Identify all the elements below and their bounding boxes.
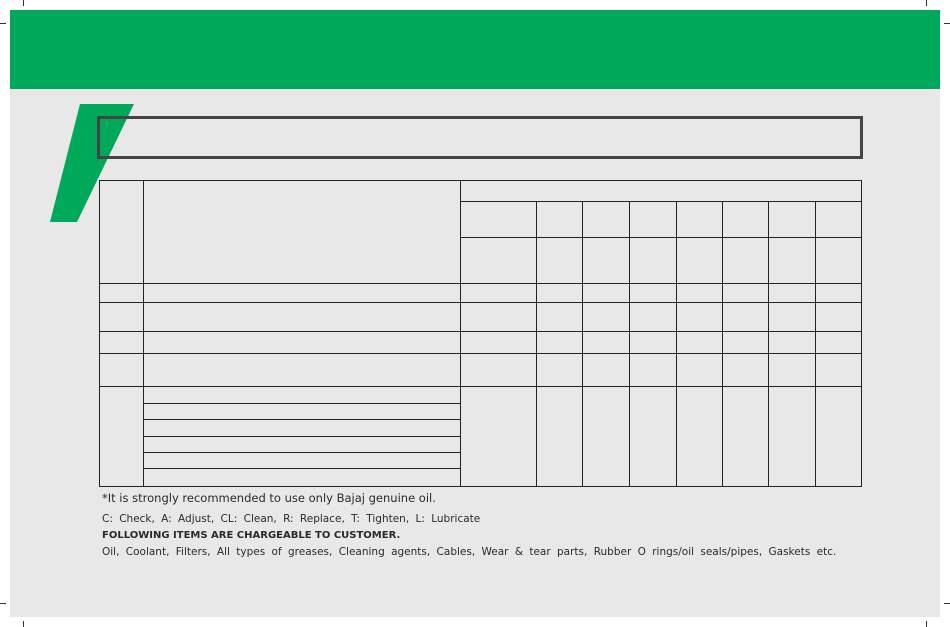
nested-row-divider: [143, 403, 460, 404]
crop-mark: [0, 603, 6, 604]
table-border-bottom: [99, 486, 862, 487]
sub-column-divider: [768, 201, 769, 486]
row-divider: [99, 331, 861, 332]
nested-row-divider: [143, 452, 460, 453]
sub-column-divider: [676, 201, 677, 486]
crop-mark: [23, 621, 24, 627]
crop-mark: [944, 603, 950, 604]
title-box: [97, 116, 863, 159]
table-border-right: [861, 180, 862, 486]
header-band: [10, 10, 940, 89]
crop-mark: [944, 23, 950, 24]
sub-column-divider: [536, 201, 537, 486]
nested-row-divider: [143, 468, 460, 469]
crop-mark: [926, 0, 927, 6]
sub-column-divider: [582, 201, 583, 486]
page-background: [10, 10, 940, 617]
crop-mark: [926, 621, 927, 627]
nested-row-divider: [143, 436, 460, 437]
table-border-left: [99, 180, 100, 486]
row-divider: [99, 353, 861, 354]
header-row-divider: [460, 237, 861, 238]
legend-note: C: Check, A: Adjust, CL: Clean, R: Replace, T: Tighten, L: Lubricate: [102, 513, 481, 525]
genuine-oil-note: *It is strongly recommended to use only Bajaj genuine oil.: [102, 491, 436, 505]
header-row-divider: [460, 201, 861, 202]
column-divider: [143, 180, 144, 486]
chargeable-heading: FOLLOWING ITEMS ARE CHARGEABLE TO CUSTOMER.: [102, 530, 401, 541]
crop-mark: [0, 23, 6, 24]
row-divider: [99, 386, 861, 387]
chargeable-items-note: Oil, Coolant, Filters, All types of greases, Cleaning agents, Cables, Wear & tear parts, Rubber O rings/oil seals/pipes, Gaskets etc.: [102, 546, 837, 558]
crop-mark: [23, 0, 24, 6]
sub-column-divider: [815, 201, 816, 486]
column-divider: [460, 180, 461, 486]
table-border-top: [99, 180, 862, 181]
row-divider: [99, 302, 861, 303]
nested-row-divider: [143, 419, 460, 420]
sub-column-divider: [722, 201, 723, 486]
sub-column-divider: [629, 201, 630, 486]
row-divider: [99, 283, 861, 284]
